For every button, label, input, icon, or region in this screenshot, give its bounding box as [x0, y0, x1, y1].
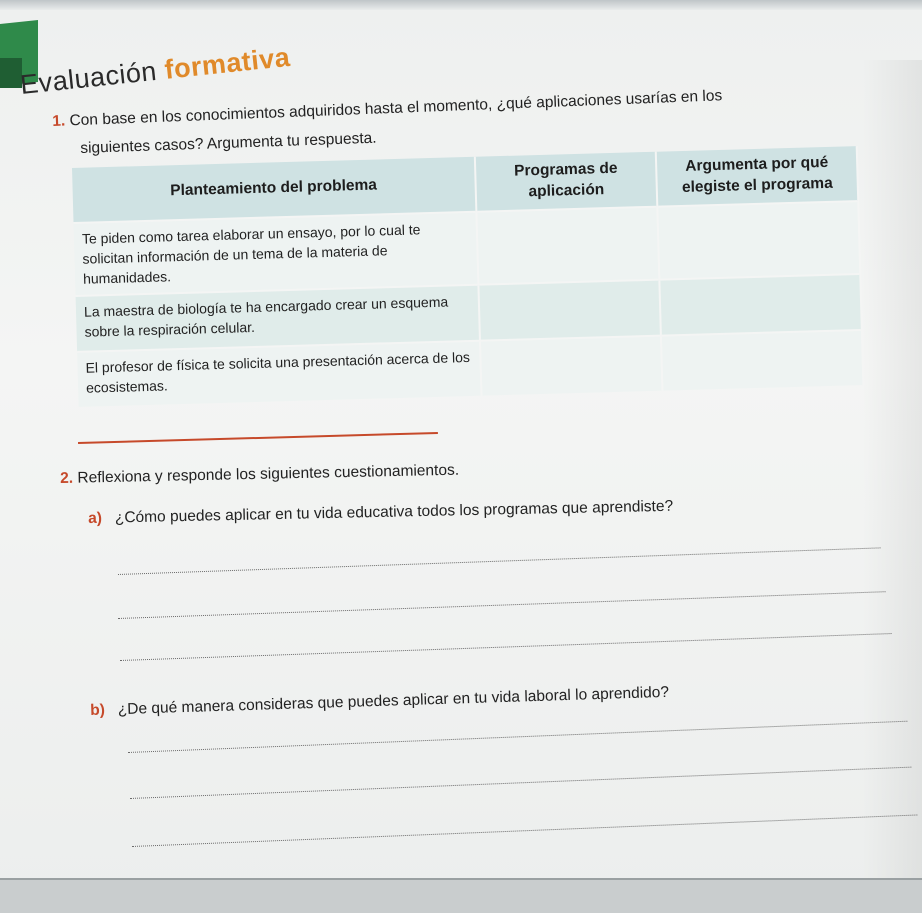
row-2-program-cell[interactable] [478, 279, 661, 340]
question-2b-text: ¿De qué manera consideras que puedes aplicar en tu vida laboral lo aprendido? [117, 683, 670, 719]
header-problem: Planteamiento del problema [72, 157, 476, 223]
answer-line-b2[interactable] [130, 767, 911, 799]
row-3-problem: El profesor de física te solicita una presentación acerca de los ecosistemas. [77, 340, 481, 406]
row-3-program-cell[interactable] [480, 335, 663, 395]
question-2b-label: b) [90, 701, 106, 719]
header-programs: Programas de aplicación [475, 152, 658, 212]
question-1-text-line1: Con base en los conocimientos adquiridos hasta el momento, ¿qué aplicaciones usarías en los [69, 87, 723, 130]
answer-line-a2[interactable] [118, 591, 886, 619]
question-2a-text: ¿Cómo puedes aplicar en tu vida educativa todos los programas que aprendiste? [114, 497, 674, 527]
answer-line-a3[interactable] [120, 633, 892, 661]
row-1-problem: Te piden como tarea elaborar un ensayo, por lo cual te solicitan información de un tema de la materia de humanidades. [74, 212, 479, 296]
page-top-edge [0, 0, 922, 10]
header-argument: Argumenta por qué elegiste el programa [656, 146, 858, 206]
table-surface [0, 880, 922, 913]
question-2a [88, 498, 673, 528]
question-2a-label: a) [88, 509, 103, 527]
answer-line-a1[interactable] [118, 547, 881, 575]
question-2b [90, 684, 669, 720]
applications-table [72, 146, 864, 407]
row-3-argument-cell[interactable] [661, 330, 863, 391]
table-bottom-rule [78, 432, 438, 444]
row-2-argument-cell[interactable] [660, 274, 862, 336]
answer-line-b1[interactable] [128, 721, 907, 753]
page-shadow [862, 60, 922, 880]
row-1-argument-cell[interactable] [657, 201, 860, 279]
question-1-number: 1. [52, 112, 66, 130]
row-1-program-cell[interactable] [476, 207, 659, 285]
question-2-number: 2. [60, 469, 74, 487]
question-1-line-1 [52, 87, 723, 131]
section-title-part1: Evaluación [18, 55, 159, 101]
question-2 [60, 462, 459, 488]
section-title [19, 42, 292, 101]
question-1-line-2: siguientes casos? Argumenta tu respuesta. [80, 129, 377, 157]
row-2-problem: La maestra de biología te ha encargado crear un esquema sobre la respiración celular. [76, 284, 480, 351]
section-title-part2: formativa [163, 41, 292, 85]
answer-line-b3[interactable] [132, 814, 917, 847]
question-2-text: Reflexiona y responde los siguientes cuestionamientos. [77, 461, 460, 487]
